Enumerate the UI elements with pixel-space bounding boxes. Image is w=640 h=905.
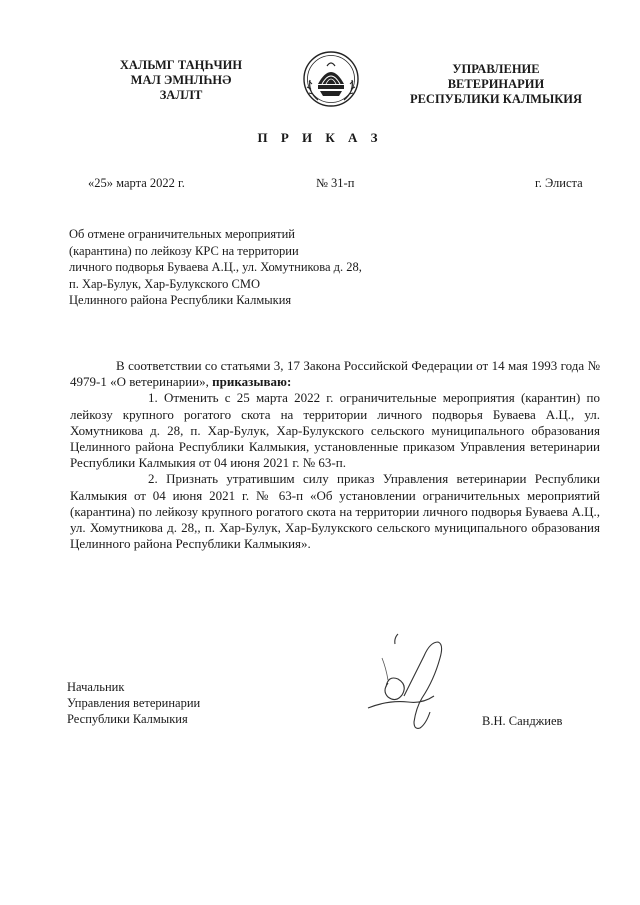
order-subject: [69, 226, 469, 309]
header-right-russian: [398, 62, 594, 107]
header-right-line-3: РЕСПУБЛИКИ КАЛМЫКИЯ: [409, 92, 583, 106]
position-line: Республики Калмыкия: [67, 712, 188, 726]
subject-line: Целинного района Республики Калмыкия: [69, 293, 292, 307]
order-body: [70, 358, 600, 552]
intro-paragraph: [70, 358, 600, 390]
position-line: Управления ветеринарии: [67, 696, 201, 710]
subject-line: Об отмене ограничительных мероприятий: [69, 227, 296, 241]
coat-of-arms-emblem: [300, 50, 362, 108]
order-number: № 31-п: [316, 176, 355, 190]
intro-text: В соответствии со статьями 3, 17 Закона Российской Федерации от 14 мая 1993 года № 4979-1 «О ветеринарии»,: [70, 358, 600, 390]
subject-line: п. Хар-Булук, Хар-Булукского СМО: [69, 276, 261, 291]
header-right-line-1: УПРАВЛЕНИЕ: [452, 62, 540, 76]
intro-command: приказываю:: [212, 374, 292, 390]
order-item-2: 2. Признать утратившим силу приказ Управления ветеринарии Республики Калмыкия от 04 июня 2021 г. № 63-п «Об установлении ограничительных мероприятий (карантина) по лейкозу крупного рогатого скота на территории личного подворья Буваева А.Ц., ул. Хомутникова д. 28,, п. Хар-Булук, Хар-Булукского сельского муниципального образования Целинного района Республики Калмыкия».: [70, 471, 600, 552]
header-left-line-2: МАЛ ЭМНЛҺНӘ: [130, 73, 232, 87]
document-title: П Р И К А З: [257, 130, 383, 145]
order-item-1: 1. Отменить с 25 марта 2022 г. ограничительные мероприятия (карантин) по лейкозу крупного рогатого скота на территории личного подворья Буваева А.Ц., ул. Хомутникова д. 28, п. Хар-Булук, Хар-Булукского сельского муниципального образования Целинного района Республики Калмыкия, установленные приказом Управления ветеринарии Республики Калмыкия от 04 июня 2021 г. № 63-п.: [70, 390, 600, 471]
subject-line: (карантина) по лейкозу КРС на территории: [69, 243, 299, 258]
signatory-name: В.Н. Санджиев: [482, 714, 563, 728]
header-left-kalmyk: [95, 58, 267, 103]
handwritten-signature: [358, 628, 458, 738]
header-right-line-2: ВЕТЕРИНАРИИ: [447, 77, 545, 91]
order-date: «25» марта 2022 г.: [88, 176, 185, 190]
position-line: Начальник: [67, 680, 125, 694]
header-left-line-3: ЗАЛЛТ: [159, 88, 203, 102]
header-left-line-1: ХАЛЬМГ ТАҢҺЧИН: [119, 58, 243, 72]
order-city: г. Элиста: [535, 176, 583, 190]
subject-line: личного подворья Буваева А.Ц., ул. Хомутникова д. 28,: [69, 260, 362, 274]
signatory-position: [67, 679, 200, 727]
